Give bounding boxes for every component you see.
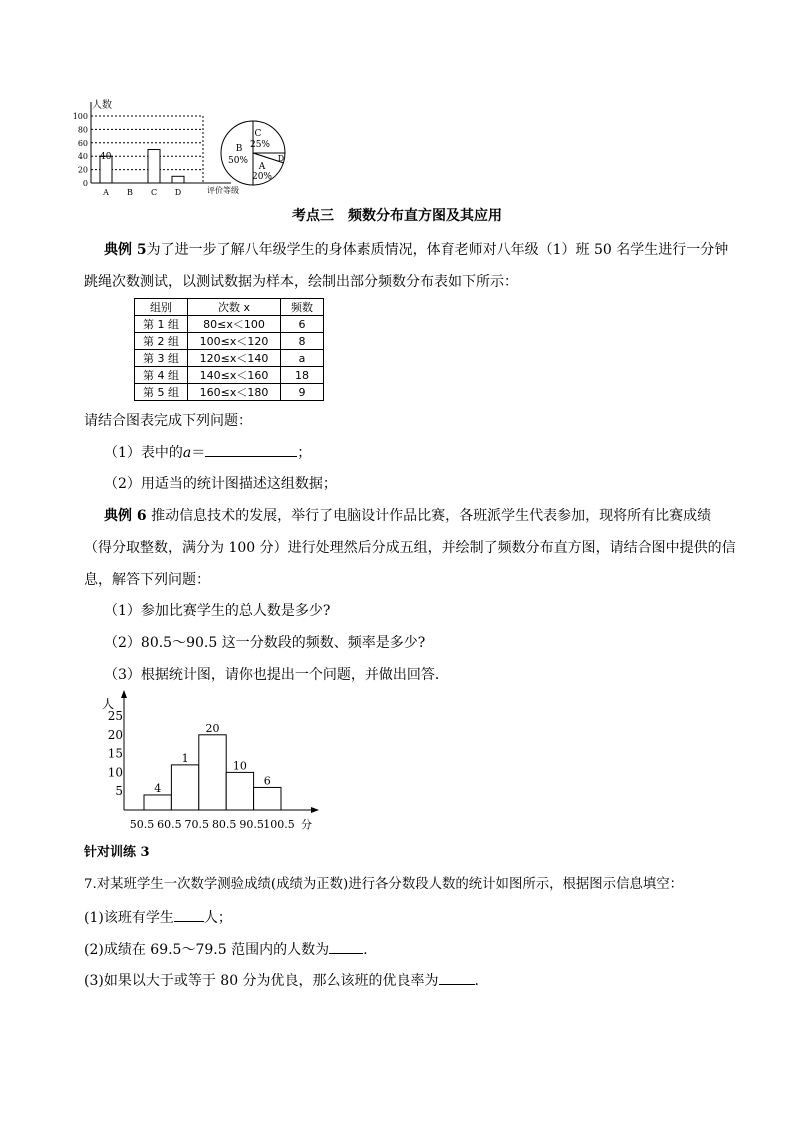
hist-x-tick: 90.5	[239, 818, 264, 831]
hist-xlabel: 分	[301, 818, 312, 831]
table-cell: a	[281, 350, 324, 367]
training-q7-1	[84, 907, 232, 928]
hist-bar	[144, 795, 171, 810]
table-header-row	[135, 299, 324, 316]
top-bar-data-label: 40	[100, 152, 112, 162]
pie-label-a: A	[258, 162, 266, 172]
top-bar-x-tick: C	[150, 188, 158, 197]
example6-line2: （得分取整数，满分为 100 分）进行处理然后分成五组，并绘制了频数分布直方图，请结合图中提供的信	[84, 540, 736, 556]
table-cell: 第 3 组	[135, 350, 188, 367]
pie-pct-a: 20%	[251, 172, 273, 182]
top-bar-y-tick: 100	[72, 112, 88, 121]
q7-2-text: (2)成绩在 69.5～79.5 范围内的人数为	[84, 942, 330, 958]
table-cell: 第 2 组	[135, 333, 188, 350]
top-bar-y-tick: 80	[77, 125, 88, 135]
table-cell: 6	[281, 316, 324, 333]
hist-x-arrow	[311, 807, 319, 813]
table-cell: 18	[281, 367, 324, 384]
example5-q1	[104, 442, 311, 463]
table-header: 次数 x	[188, 299, 281, 316]
hist-ylabel: 人	[102, 697, 115, 711]
histogram-chart	[100, 688, 330, 832]
q1-eq: ＝	[191, 445, 206, 461]
q7-3-text: (3)如果以大于或等于 80 分为优良，那么该班的优良率为	[84, 973, 439, 989]
table-cell: 8	[281, 333, 324, 350]
example5-line1	[104, 240, 728, 260]
example5-text1: 为了进一步了解八年级学生的身体素质情况，体育老师对八年级（1）班 50 名学生进行一分钟	[146, 242, 729, 258]
hist-data-label: 6	[263, 774, 271, 788]
table-cell: 120≤x＜140	[188, 350, 281, 367]
pie-label-b: B	[235, 144, 243, 154]
table-header: 组别	[135, 299, 188, 316]
table-cell: 80≤x＜100	[188, 316, 281, 333]
top-bar-x-tick: A	[103, 188, 109, 197]
answer-blank[interactable]	[174, 907, 204, 922]
table-header: 频数	[281, 299, 324, 316]
hist-y-arrow	[121, 690, 127, 698]
example6-q3: （3）根据统计图，请你也提出一个问题，并做出回答．	[104, 667, 449, 683]
hist-x-tick: 80.5	[211, 818, 237, 831]
hist-data-label: 4	[154, 781, 162, 795]
hist-y-tick: 25	[107, 709, 123, 723]
training-q7-2	[84, 939, 368, 960]
answer-blank[interactable]	[205, 442, 297, 457]
hist-x-tick: 100.5	[263, 818, 295, 831]
hist-bar	[199, 735, 226, 810]
table-cell: 100≤x＜120	[188, 333, 281, 350]
q1-prefix: （1）表中的	[104, 445, 183, 461]
hist-bar	[254, 787, 281, 810]
hist-data-label: 10	[232, 759, 247, 773]
table-cell: 第 1 组	[135, 316, 188, 333]
frequency-table	[134, 298, 324, 401]
hist-y-tick: 15	[107, 746, 123, 761]
hist-bar	[171, 765, 198, 810]
hist-x-tick: 60.5	[157, 818, 182, 831]
top-bar	[172, 176, 184, 183]
top-bar-y-tick: 20	[77, 165, 88, 175]
hist-x-tick: 70.5	[184, 818, 210, 831]
table-row	[135, 384, 324, 401]
table-cell: 160≤x＜180	[188, 384, 281, 401]
pie-pct-b: 50%	[227, 156, 249, 166]
hist-y-tick: 5	[115, 784, 123, 799]
example6-label: 典例 6	[104, 508, 147, 524]
q1-var: a	[182, 445, 192, 461]
hist-data-label: 20	[205, 721, 220, 735]
top-pie-chart	[218, 118, 288, 188]
training-q7-3	[84, 970, 479, 991]
top-bar-y-tick: 40	[77, 152, 88, 162]
table-row	[135, 316, 324, 333]
example5-q2: （2）用适当的统计图描述这组数据；	[104, 476, 337, 492]
table-row	[135, 333, 324, 350]
pie-label-d: D	[277, 154, 285, 163]
table-cell: 第 4 组	[135, 367, 188, 384]
hist-bar	[226, 772, 253, 810]
hist-data-label: 1	[181, 751, 189, 765]
hist-y-tick: 10	[107, 765, 123, 780]
training-q7: 7.对某班学生一次数学测验成绩(成绩为正数)进行各分数段人数的统计如图所示，根据图示信息填空：	[84, 877, 684, 892]
top-bar-ylabel: 人数	[92, 100, 112, 111]
example6-q2: （2）80.5～90.5 这一分数段的频数、频率是多少?	[104, 635, 426, 651]
example6-line1	[104, 506, 711, 526]
table-cell: 140≤x＜160	[188, 367, 281, 384]
section-title: 考点三 频数分布直方图及其应用	[292, 208, 502, 224]
pie-pct-c: 25%	[249, 140, 271, 150]
example5-label: 典例 5	[104, 242, 147, 258]
q7-1-text: (1)该班有学生	[84, 910, 174, 926]
top-bar-y-tick: 0	[82, 179, 88, 188]
answer-blank[interactable]	[439, 970, 475, 985]
example5-prompt: 请结合图表完成下列问题：	[84, 413, 252, 429]
top-bar-x-tick: D	[174, 188, 182, 197]
example6-line3: 息，解答下列问题：	[84, 572, 210, 588]
hist-y-tick: 20	[107, 727, 123, 742]
q1-suffix: ；	[297, 445, 312, 461]
top-bar-x-tick: B	[127, 188, 133, 197]
table-row	[135, 367, 324, 384]
top-bar-y-tick: 60	[77, 138, 88, 148]
top-bar-xlabel: 评价等级	[207, 186, 239, 195]
table-row	[135, 350, 324, 367]
answer-blank[interactable]	[329, 939, 363, 954]
q7-2-end: .	[363, 942, 368, 958]
table-cell: 第 5 组	[135, 384, 188, 401]
pie-label-c: C	[254, 129, 262, 139]
example6-q1: （1）参加比赛学生的总人数是多少?	[104, 603, 331, 619]
q7-1-suffix: 人；	[203, 910, 232, 926]
q7-3-end: .	[474, 973, 479, 989]
example6-text1: 推动信息技术的发展，举行了电脑设计作品比赛，各班派学生代表参加，现将所有比赛成绩	[151, 508, 712, 524]
table-cell: 9	[281, 384, 324, 401]
hist-x-tick: 50.5	[129, 818, 155, 831]
example5-line2: 跳绳次数测试，以测试数据为样本，绘制出部分频数分布表如下所示：	[84, 274, 518, 290]
top-bar	[148, 150, 160, 184]
training-title: 针对训练 3	[84, 845, 150, 860]
